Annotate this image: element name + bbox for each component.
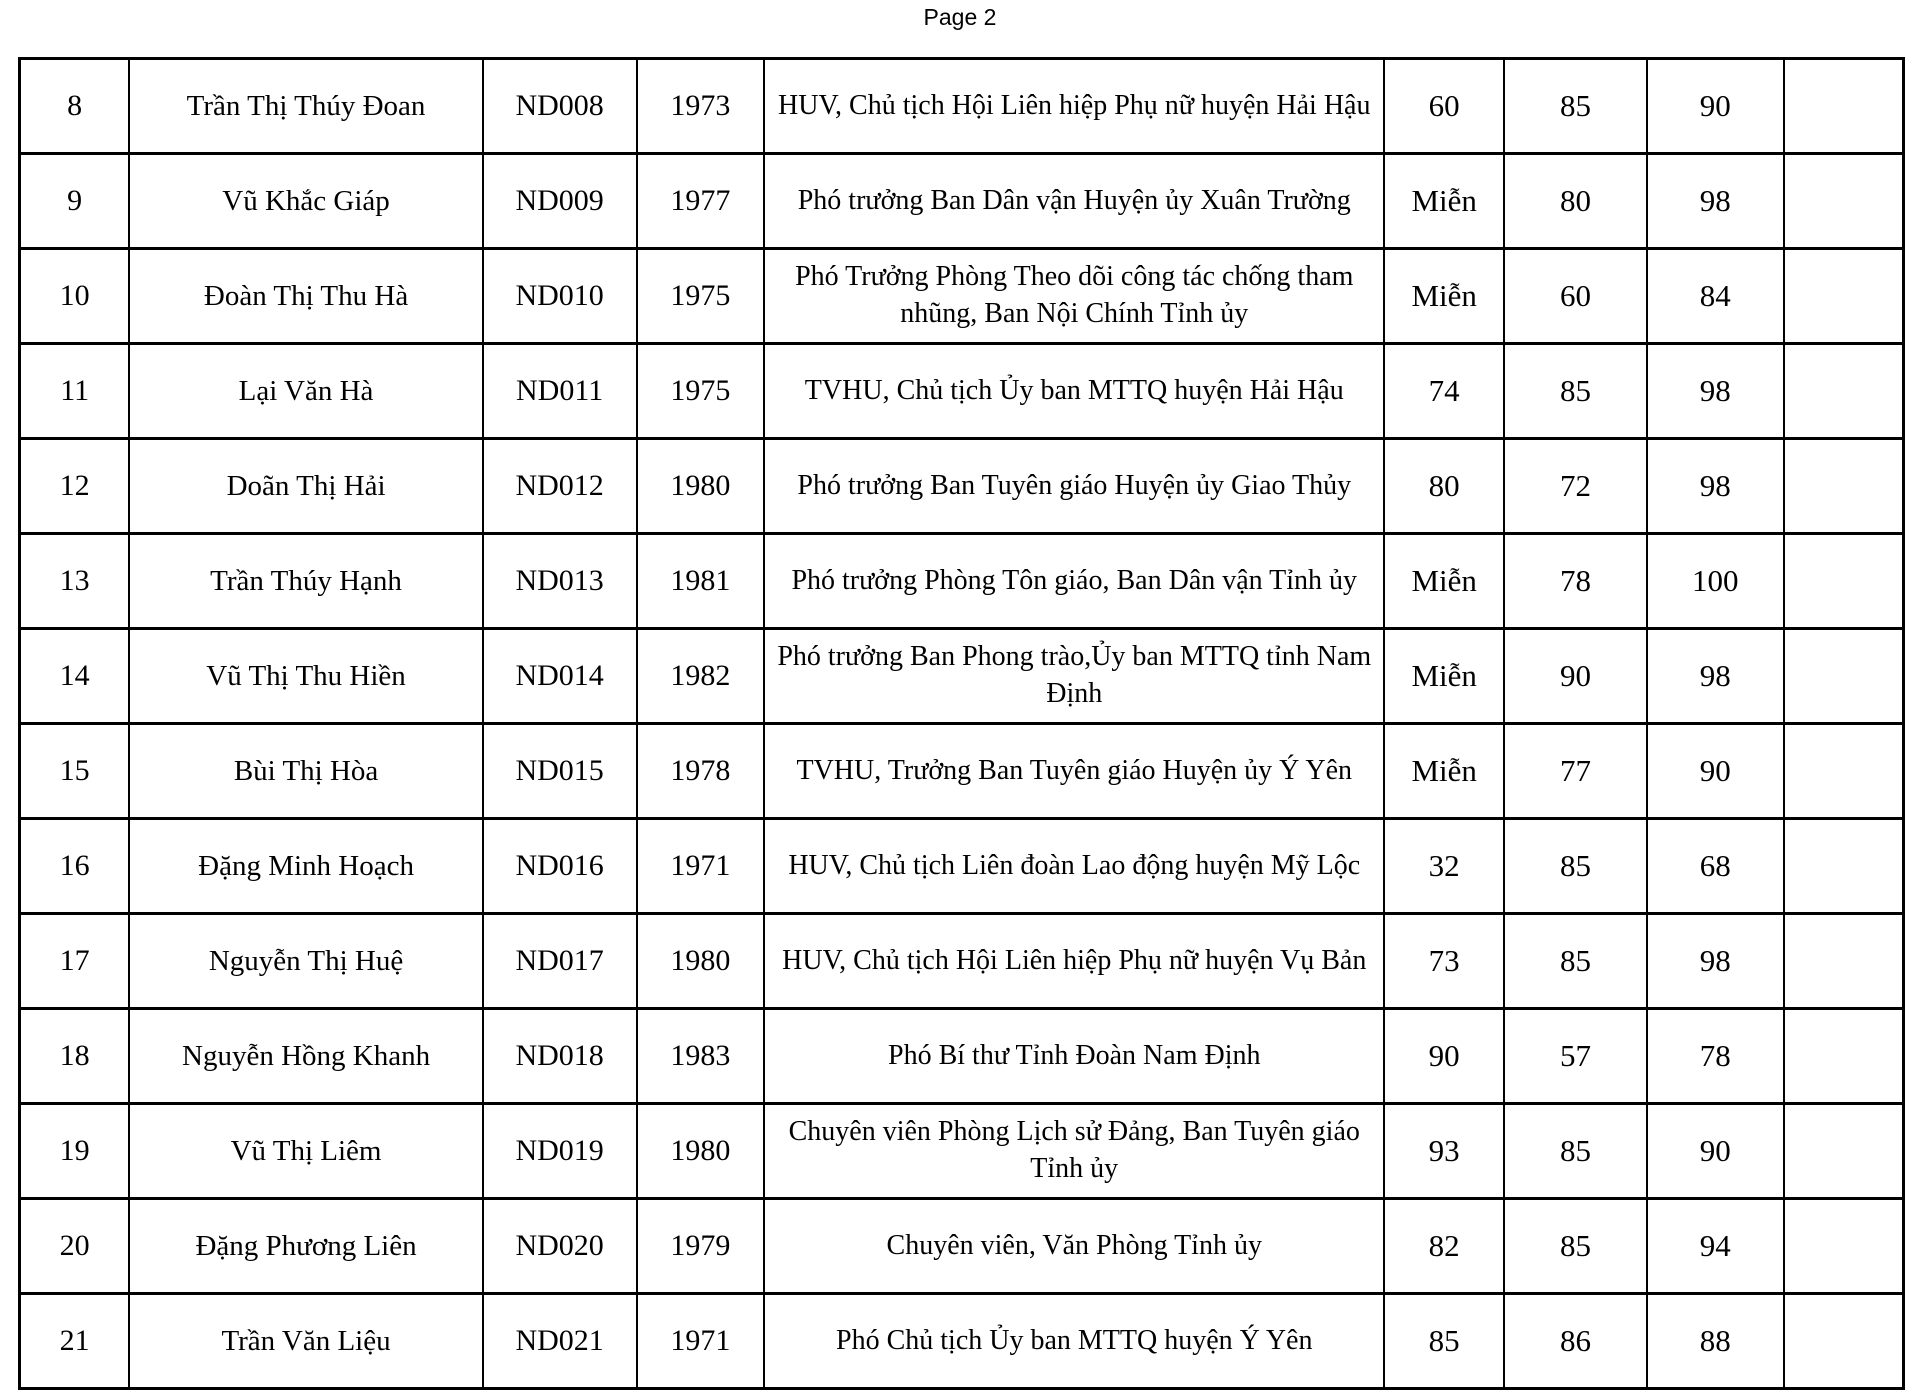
row-index-cell: 16 [20, 819, 130, 914]
birth-year-cell: 1981 [637, 534, 765, 629]
row-index-cell: 15 [20, 724, 130, 819]
empty-cell [1784, 1199, 1904, 1294]
birth-year-cell: 1975 [637, 344, 765, 439]
score-table-body [20, 59, 1904, 1389]
birth-year-cell: 1977 [637, 154, 765, 249]
candidate-id-cell: ND014 [483, 629, 637, 724]
name-cell: Nguyễn Hồng Khanh [129, 1009, 482, 1104]
score2-cell: 57 [1504, 1009, 1647, 1104]
position-cell: TVHU, Trưởng Ban Tuyên giáo Huyện ủy Ý Yên [764, 724, 1384, 819]
candidate-id-cell: ND013 [483, 534, 637, 629]
empty-cell [1784, 629, 1904, 724]
birth-year-cell: 1980 [637, 1104, 765, 1199]
position-cell: HUV, Chủ tịch Liên đoàn Lao động huyện Mỹ Lộc [764, 819, 1384, 914]
position-cell: HUV, Chủ tịch Hội Liên hiệp Phụ nữ huyện Vụ Bản [764, 914, 1384, 1009]
name-cell: Nguyễn Thị Huệ [129, 914, 482, 1009]
score2-cell: 78 [1504, 534, 1647, 629]
birth-year-cell: 1980 [637, 439, 765, 534]
candidate-id-cell: ND008 [483, 59, 637, 154]
empty-cell [1784, 249, 1904, 344]
birth-year-cell: 1978 [637, 724, 765, 819]
row-index-cell: 17 [20, 914, 130, 1009]
score2-cell: 85 [1504, 344, 1647, 439]
table-row [20, 439, 1904, 534]
score2-cell: 72 [1504, 439, 1647, 534]
score1-cell: Miễn [1384, 629, 1504, 724]
name-cell: Lại Văn Hà [129, 344, 482, 439]
name-cell: Vũ Thị Liêm [129, 1104, 482, 1199]
score2-cell: 85 [1504, 59, 1647, 154]
row-index-cell: 18 [20, 1009, 130, 1104]
score2-cell: 80 [1504, 154, 1647, 249]
score2-cell: 85 [1504, 819, 1647, 914]
candidate-id-cell: ND019 [483, 1104, 637, 1199]
empty-cell [1784, 1009, 1904, 1104]
position-cell: Phó Chủ tịch Ủy ban MTTQ huyện Ý Yên [764, 1294, 1384, 1389]
score3-cell: 88 [1647, 1294, 1784, 1389]
candidate-id-cell: ND011 [483, 344, 637, 439]
score1-cell: Miễn [1384, 724, 1504, 819]
empty-cell [1784, 154, 1904, 249]
score2-cell: 85 [1504, 1199, 1647, 1294]
position-cell: Phó Trưởng Phòng Theo dõi công tác chống tham nhũng, Ban Nội Chính Tỉnh ủy [764, 249, 1384, 344]
empty-cell [1784, 534, 1904, 629]
score-table [18, 57, 1905, 1390]
name-cell: Vũ Khắc Giáp [129, 154, 482, 249]
candidate-id-cell: ND015 [483, 724, 637, 819]
score1-cell: 73 [1384, 914, 1504, 1009]
position-cell: Phó trưởng Ban Dân vận Huyện ủy Xuân Trường [764, 154, 1384, 249]
score3-cell: 98 [1647, 344, 1784, 439]
empty-cell [1784, 59, 1904, 154]
score1-cell: 90 [1384, 1009, 1504, 1104]
table-row [20, 1104, 1904, 1199]
score3-cell: 90 [1647, 724, 1784, 819]
table-row [20, 344, 1904, 439]
empty-cell [1784, 344, 1904, 439]
row-index-cell: 12 [20, 439, 130, 534]
score3-cell: 84 [1647, 249, 1784, 344]
table-row [20, 724, 1904, 819]
score1-cell: Miễn [1384, 534, 1504, 629]
row-index-cell: 13 [20, 534, 130, 629]
score2-cell: 60 [1504, 249, 1647, 344]
score3-cell: 90 [1647, 1104, 1784, 1199]
score2-cell: 85 [1504, 914, 1647, 1009]
score1-cell: Miễn [1384, 249, 1504, 344]
score3-cell: 94 [1647, 1199, 1784, 1294]
empty-cell [1784, 819, 1904, 914]
name-cell: Trần Thúy Hạnh [129, 534, 482, 629]
row-index-cell: 21 [20, 1294, 130, 1389]
candidate-id-cell: ND009 [483, 154, 637, 249]
score3-cell: 98 [1647, 154, 1784, 249]
position-cell: TVHU, Chủ tịch Ủy ban MTTQ huyện Hải Hậu [764, 344, 1384, 439]
score3-cell: 98 [1647, 914, 1784, 1009]
name-cell: Đặng Phương Liên [129, 1199, 482, 1294]
empty-cell [1784, 1294, 1904, 1389]
birth-year-cell: 1983 [637, 1009, 765, 1104]
score2-cell: 86 [1504, 1294, 1647, 1389]
candidate-id-cell: ND010 [483, 249, 637, 344]
score1-cell: 85 [1384, 1294, 1504, 1389]
birth-year-cell: 1971 [637, 819, 765, 914]
name-cell: Đặng Minh Hoạch [129, 819, 482, 914]
name-cell: Trần Văn Liệu [129, 1294, 482, 1389]
candidate-id-cell: ND017 [483, 914, 637, 1009]
row-index-cell: 11 [20, 344, 130, 439]
position-cell: Phó trưởng Ban Phong trào,Ủy ban MTTQ tỉnh Nam Định [764, 629, 1384, 724]
table-row [20, 819, 1904, 914]
table-row [20, 59, 1904, 154]
table-row [20, 1199, 1904, 1294]
score1-cell: 80 [1384, 439, 1504, 534]
score1-cell: 93 [1384, 1104, 1504, 1199]
score1-cell: Miễn [1384, 154, 1504, 249]
score2-cell: 77 [1504, 724, 1647, 819]
name-cell: Trần Thị Thúy Đoan [129, 59, 482, 154]
table-row [20, 629, 1904, 724]
name-cell: Bùi Thị Hòa [129, 724, 482, 819]
score2-cell: 85 [1504, 1104, 1647, 1199]
position-cell: Phó Bí thư Tỉnh Đoàn Nam Định [764, 1009, 1384, 1104]
row-index-cell: 19 [20, 1104, 130, 1199]
row-index-cell: 8 [20, 59, 130, 154]
score3-cell: 98 [1647, 629, 1784, 724]
table-row [20, 1294, 1904, 1389]
birth-year-cell: 1982 [637, 629, 765, 724]
page-number-label: Page 2 [923, 4, 997, 30]
row-index-cell: 10 [20, 249, 130, 344]
row-index-cell: 14 [20, 629, 130, 724]
score1-cell: 74 [1384, 344, 1504, 439]
position-cell: Phó trưởng Phòng Tôn giáo, Ban Dân vận Tỉnh ủy [764, 534, 1384, 629]
birth-year-cell: 1979 [637, 1199, 765, 1294]
empty-cell [1784, 914, 1904, 1009]
score3-cell: 90 [1647, 59, 1784, 154]
table-row [20, 1009, 1904, 1104]
empty-cell [1784, 1104, 1904, 1199]
candidate-id-cell: ND020 [483, 1199, 637, 1294]
candidate-id-cell: ND021 [483, 1294, 637, 1389]
score3-cell: 78 [1647, 1009, 1784, 1104]
candidate-id-cell: ND016 [483, 819, 637, 914]
name-cell: Vũ Thị Thu Hiền [129, 629, 482, 724]
score2-cell: 90 [1504, 629, 1647, 724]
position-cell: HUV, Chủ tịch Hội Liên hiệp Phụ nữ huyện Hải Hậu [764, 59, 1384, 154]
name-cell: Doãn Thị Hải [129, 439, 482, 534]
position-cell: Phó trưởng Ban Tuyên giáo Huyện ủy Giao Thủy [764, 439, 1384, 534]
candidate-id-cell: ND018 [483, 1009, 637, 1104]
score3-cell: 98 [1647, 439, 1784, 534]
table-row [20, 249, 1904, 344]
table-row [20, 154, 1904, 249]
birth-year-cell: 1971 [637, 1294, 765, 1389]
table-row [20, 534, 1904, 629]
position-cell: Chuyên viên, Văn Phòng Tỉnh ủy [764, 1199, 1384, 1294]
score3-cell: 100 [1647, 534, 1784, 629]
name-cell: Đoàn Thị Thu Hà [129, 249, 482, 344]
birth-year-cell: 1975 [637, 249, 765, 344]
position-cell: Chuyên viên Phòng Lịch sử Đảng, Ban Tuyên giáo Tỉnh ủy [764, 1104, 1384, 1199]
empty-cell [1784, 439, 1904, 534]
table-row [20, 914, 1904, 1009]
score1-cell: 60 [1384, 59, 1504, 154]
score1-cell: 82 [1384, 1199, 1504, 1294]
empty-cell [1784, 724, 1904, 819]
birth-year-cell: 1973 [637, 59, 765, 154]
birth-year-cell: 1980 [637, 914, 765, 1009]
row-index-cell: 9 [20, 154, 130, 249]
row-index-cell: 20 [20, 1199, 130, 1294]
candidate-id-cell: ND012 [483, 439, 637, 534]
score3-cell: 68 [1647, 819, 1784, 914]
score1-cell: 32 [1384, 819, 1504, 914]
